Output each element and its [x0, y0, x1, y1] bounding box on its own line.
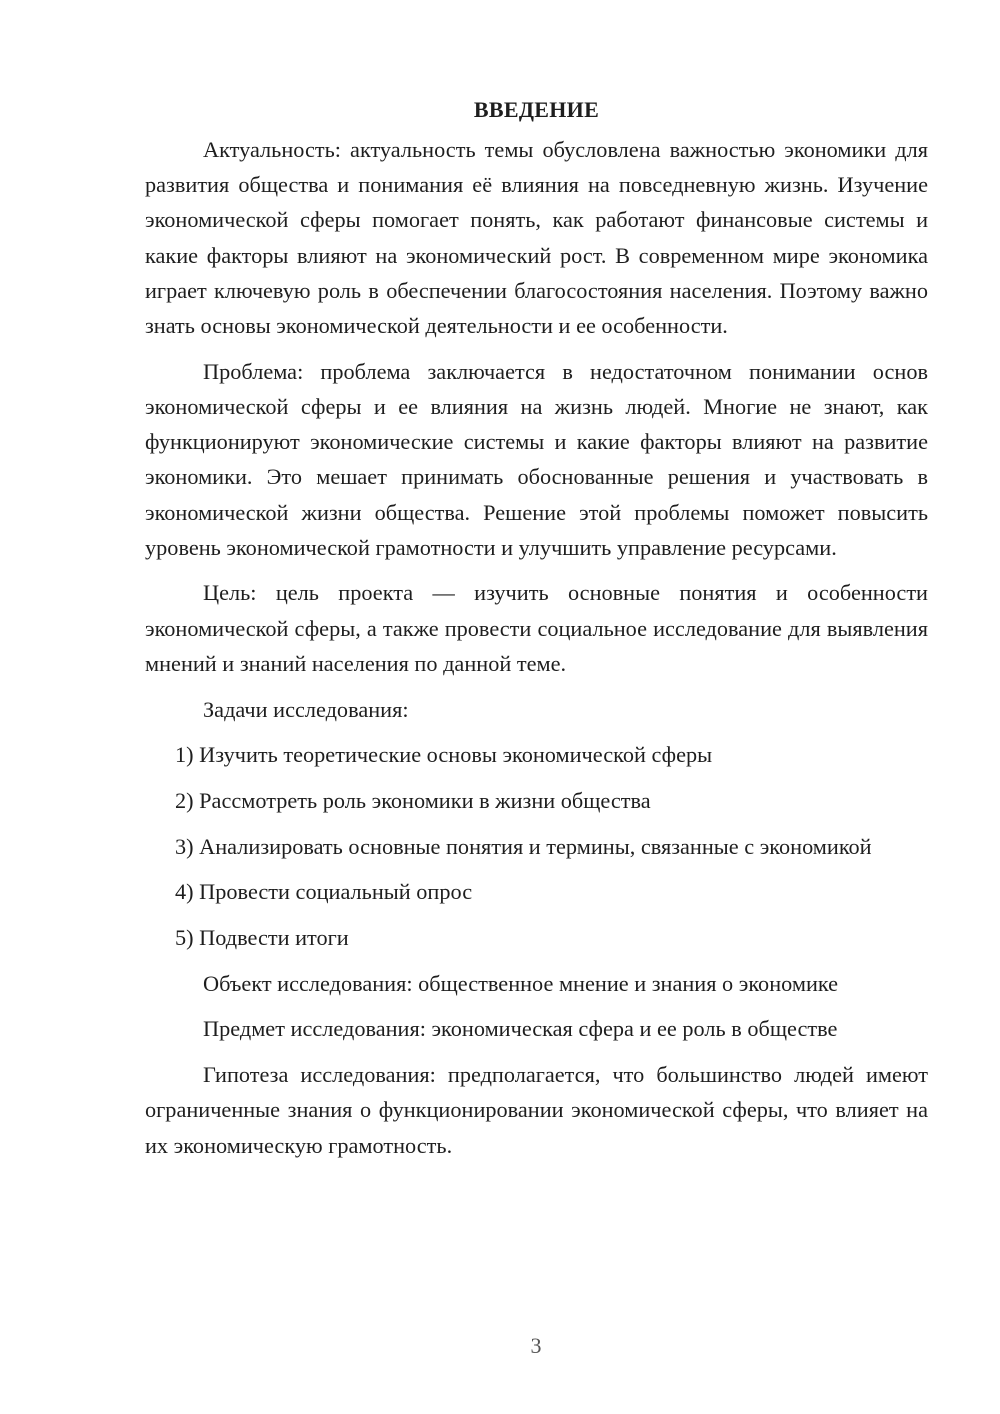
task-item-2: 2) Рассмотреть роль экономики в жизни общества	[175, 787, 651, 813]
task-item-3: 3) Анализировать основные понятия и термины, связанные с экономикой	[175, 833, 872, 859]
problem-paragraph: Проблема: проблема заключается в недостаточном понимании основ экономической сферы и ее влияния на жизнь людей. Многие не знают, как функционируют экономические системы и какие факторы влияют на развитие экономики. Это мешает принимать обоснованные решения и участвовать в экономической жизни общества. Решение этой проблемы поможет повысить уровень экономической грамотности и улучшить управление ресурсами.	[145, 358, 928, 560]
task-item-1: 1) Изучить теоретические основы экономической сферы	[175, 742, 713, 768]
section-heading: ВВЕДЕНИЕ	[473, 97, 600, 122]
goal-paragraph: Цель: цель проекта — изучить основные понятия и особенности экономической сферы, а также провести социальное исследование для выявления мнений и знаний населения по данной теме.	[145, 580, 928, 676]
tasks-heading: Задачи исследования:	[203, 696, 409, 722]
hypothesis-paragraph: Гипотеза исследования: предполагается, что большинство людей имеют ограниченные знания о функционировании экономической сферы, что влияет на их экономическую грамотность.	[145, 1062, 928, 1158]
subject-paragraph: Предмет исследования: экономическая сфера и ее роль в обществе	[203, 1016, 838, 1042]
relevance-paragraph: Актуальность: актуальность темы обусловлена важностью экономики для развития общества и понимания её влияния на повседневную жизнь. Изучение экономической сферы помогает понять, как работают финансовые системы и какие факторы влияют на экономический рост. В современном мире экономика играет ключевую роль в обеспечении благосостояния населения. Поэтому важно знать основы экономической деятельности и ее особенности.	[145, 137, 928, 339]
document-page	[145, 92, 928, 1173]
object-paragraph: Объект исследования: общественное мнение и знания о экономике	[203, 970, 839, 996]
task-item-4: 4) Провести социальный опрос	[175, 879, 473, 905]
page-number: 3	[530, 1333, 542, 1358]
task-item-5: 5) Подвести итоги	[175, 925, 349, 951]
